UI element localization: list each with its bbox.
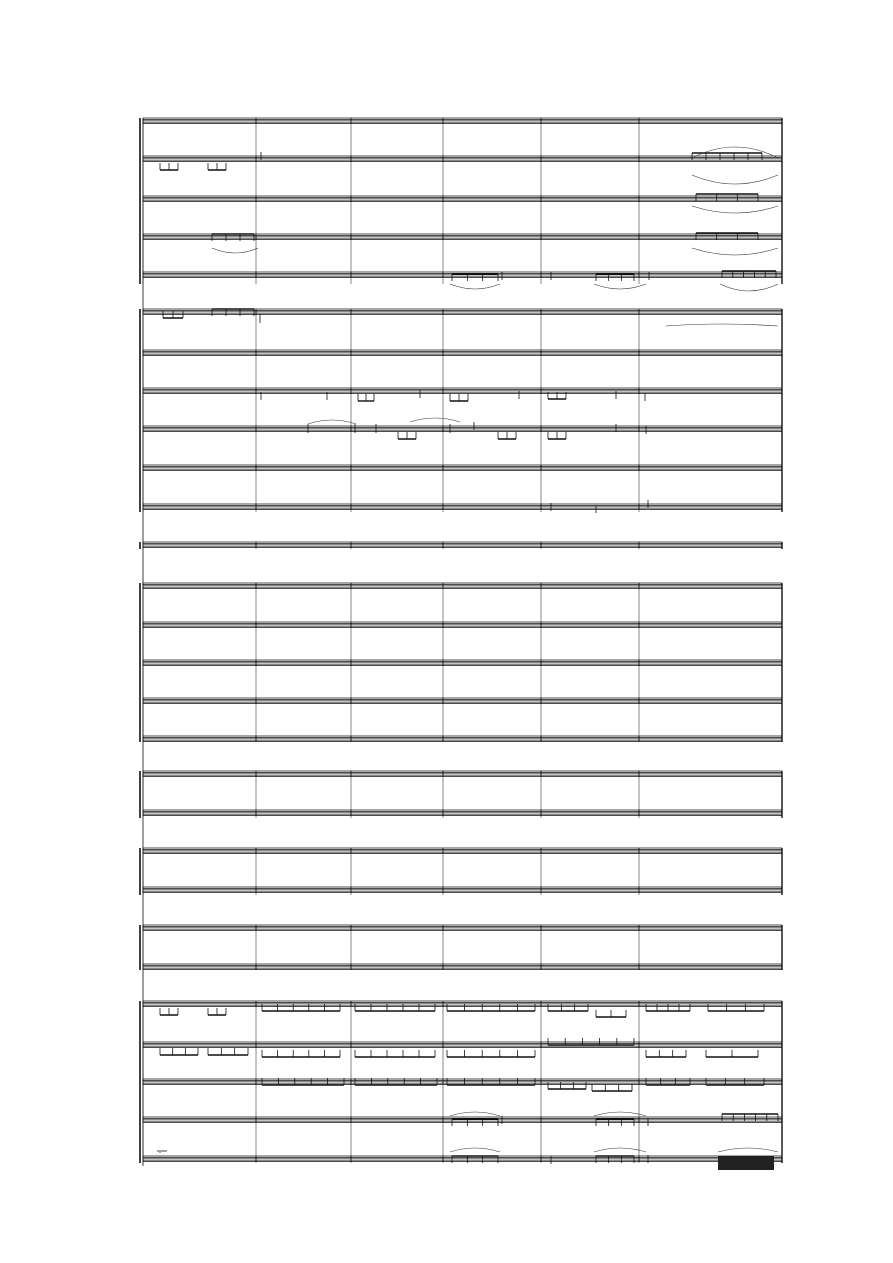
slur (450, 1148, 500, 1152)
beamed-note-group (548, 432, 566, 439)
beamed-note-group (450, 394, 468, 401)
beamed-note-group (646, 1050, 686, 1057)
beamed-note-group (160, 1008, 178, 1015)
beamed-note-group (358, 394, 374, 401)
beamed-note-group (208, 1048, 248, 1055)
beamed-note-group (592, 1084, 632, 1091)
note-fragments (157, 152, 778, 1170)
slur (594, 1112, 646, 1116)
slur (594, 284, 646, 289)
beamed-note-group (706, 1050, 758, 1057)
slur (666, 324, 778, 326)
beamed-note-group (208, 1008, 226, 1015)
slur (450, 1112, 500, 1116)
beamed-note-group (160, 1048, 198, 1055)
slur (692, 248, 778, 255)
system-brackets (140, 118, 143, 1166)
slur (720, 284, 778, 291)
beamed-note-group (160, 163, 178, 170)
beamed-note-group (548, 392, 566, 399)
beamed-note-group (596, 1010, 626, 1017)
slur (308, 420, 356, 424)
slur (692, 206, 778, 213)
slur (212, 248, 258, 253)
beamed-note-group (355, 1050, 435, 1057)
slur (410, 418, 460, 422)
beamed-note-group (262, 1050, 340, 1057)
beamed-note-group (548, 1038, 634, 1045)
slur (594, 1148, 646, 1152)
slur (692, 175, 778, 184)
beamed-note-group (447, 1050, 535, 1057)
beamed-note-group (498, 432, 516, 439)
dense-note-cluster (718, 1156, 774, 1170)
beamed-note-group (208, 163, 226, 170)
beamed-note-group (398, 432, 416, 439)
slur (718, 1148, 778, 1152)
slur (450, 284, 500, 289)
